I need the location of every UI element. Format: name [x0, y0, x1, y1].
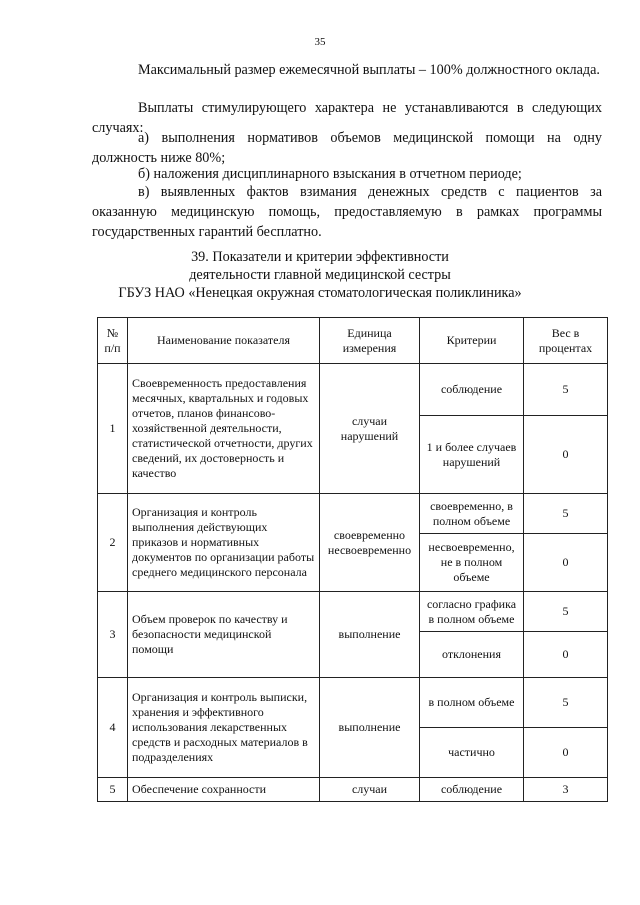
row-criteria: своевременно, в полном объеме [420, 494, 524, 534]
table-row [98, 592, 608, 632]
page-number: 35 [314, 36, 326, 48]
row-criteria: 1 и более случаев нарушений [420, 416, 524, 494]
row-criteria: в полном объеме [420, 678, 524, 728]
row-number: 1 [98, 364, 128, 494]
heading-line-2: деятельности главной медицинской сестры [189, 267, 451, 283]
row-indicator: Объем проверок по качеству и безопасности медицинской помощи [128, 592, 320, 678]
row-indicator: Обеспечение сохранности [128, 778, 320, 802]
paragraph-item-b: б) наложения дисциплинарного взыскания в отчетном периоде; [138, 166, 522, 182]
row-weight: 0 [524, 416, 608, 494]
row-weight: 5 [524, 678, 608, 728]
table-row [98, 494, 608, 534]
row-weight: 0 [524, 632, 608, 678]
table-header-row [98, 318, 608, 364]
header-weight: Вес в процентах [524, 318, 608, 364]
table-row [98, 678, 608, 728]
row-number: 5 [98, 778, 128, 802]
header-unit: Единица измерения [320, 318, 420, 364]
criteria-table [97, 317, 608, 802]
row-indicator: Своевременность предоставления месячных, квартальных и годовых отчетов, планов финансово-хозяйственной деятельности, статистической отчетности, других сведений, их достоверность и качество [128, 364, 320, 494]
row-number: 3 [98, 592, 128, 678]
row-unit: своевременно несвоевременно [320, 494, 420, 592]
row-criteria: согласно графика в полном объеме [420, 592, 524, 632]
heading-line-3: ГБУЗ НАО «Ненецкая окружная стоматологическая поликлиника» [118, 285, 522, 301]
row-criteria: соблюдение [420, 778, 524, 802]
header-criteria: Критерии [420, 318, 524, 364]
row-unit: выполнение [320, 678, 420, 778]
row-indicator: Организация и контроль выполнения действующих приказов и нормативных документов по организации работы среднего медицинского персонала [128, 494, 320, 592]
row-criteria: несвоевременно, не в полном объеме [420, 534, 524, 592]
section-heading [0, 248, 640, 302]
table-row [98, 364, 608, 416]
row-unit: выполнение [320, 592, 420, 678]
row-unit: случаи нарушений [320, 364, 420, 494]
row-number: 4 [98, 678, 128, 778]
row-number: 2 [98, 494, 128, 592]
row-weight: 5 [524, 364, 608, 416]
header-indicator: Наименование показателя [128, 318, 320, 364]
paragraph-payments-not-set: Выплаты стимулирующего характера не устанавливаются в следующих случаях: [92, 100, 602, 136]
row-weight: 5 [524, 592, 608, 632]
row-weight: 0 [524, 728, 608, 778]
row-indicator: Организация и контроль выписки, хранения и эффективного использования лекарственных средств и расходных материалов в подразделениях [128, 678, 320, 778]
table-row [98, 778, 608, 802]
row-weight: 0 [524, 534, 608, 592]
paragraph-item-v: в) выявленных фактов взимания денежных средств с пациентов за оказанную медицинскую помощь, предоставляемую в рамках программы государственных гарантий бесплатно. [92, 184, 602, 240]
row-criteria: отклонения [420, 632, 524, 678]
row-weight: 3 [524, 778, 608, 802]
paragraph-max-payment: Максимальный размер ежемесячной выплаты – 100% должностного оклада. [138, 62, 600, 78]
paragraph-item-a: а) выполнения нормативов объемов медицинской помощи на одну должность ниже 80%; [92, 130, 602, 166]
row-criteria: частично [420, 728, 524, 778]
heading-line-1: 39. Показатели и критерии эффективности [191, 249, 449, 265]
header-num: № п/п [98, 318, 128, 364]
row-criteria: соблюдение [420, 364, 524, 416]
row-unit: случаи [320, 778, 420, 802]
row-weight: 5 [524, 494, 608, 534]
